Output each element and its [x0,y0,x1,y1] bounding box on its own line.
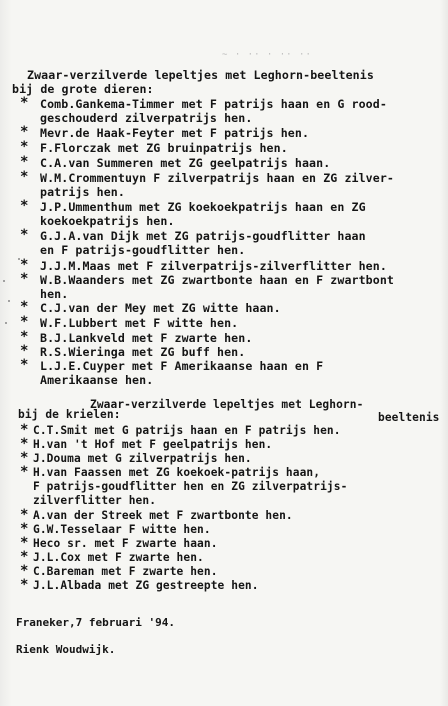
bullet-star: * [20,577,29,593]
section1-heading-line2: bij de grote dieren: [12,82,154,96]
bullet-star: * [20,227,29,243]
entry-line: hen. [40,287,69,301]
entry-line: W.M.Crommentuyn F zilverpatrijs haan en ZG zilver- [40,171,395,185]
bullet-star: * [20,169,29,185]
bullet-star: * [20,535,29,551]
bullet-star: * [20,422,29,438]
section2-heading-line3: bij de krielen: [18,408,121,421]
section1-heading-line1: Zwaar-verzilverde lepeltjes met Leghorn-beeltenis [27,68,374,82]
entry-line: J.L.Cox met F zwarte hen. [33,551,204,564]
bullet-star: * [20,329,29,345]
entry-line: C.T.Smit met G patrijs haan en F patrijs hen. [33,424,341,437]
entry-line: koekoekpatrijs hen. [40,214,175,228]
entry-line: B.J.Lankveld met F zwarte hen. [40,331,253,345]
bullet-star: * [20,357,29,373]
entry-line: J.Douma met G zilverpatrijs hen. [33,452,252,465]
entry-line: A.van der Streek met F zwartbonte hen. [33,509,293,522]
scan-speck [18,258,20,260]
bullet-star: * [20,271,29,287]
bullet-star: * [20,299,29,315]
bullet-star: * [20,139,29,155]
entry-line: W.F.Lubbert met F witte hen. [40,316,239,330]
bullet-star: * [20,521,29,537]
entry-line: F.Florczak met ZG bruinpatrijs hen. [40,141,288,155]
entry-line: Amerikaanse hen. [40,373,154,387]
entry-line: C.Bareman met F zwarte hen. [33,565,218,578]
entry-line: zilverflitter hen. [33,494,157,507]
scan-speck [3,280,5,282]
entry-line: J.J.M.Maas met F zilverpatrijs-zilverflitter hen. [40,259,387,273]
entry-line: W.B.Waanders met ZG zwartbonte haan en F zwartbont [40,273,395,287]
bullet-star: * [20,507,29,523]
entry-line: en F patrijs-goudflitter hen. [40,243,246,257]
bullet-star: * [20,464,29,480]
entry-line: J.L.Albada met ZG gestreepte hen. [33,579,259,592]
entry-line: L.J.E.Cuyper met F Amerikaanse haan en F [40,359,324,373]
entry-line: G.W.Tesselaar F witte hen. [33,523,211,536]
entry-line: C.J.van der Mey met ZG witte haan. [40,301,281,315]
bullet-star: * [20,314,29,330]
bullet-star: * [20,257,29,273]
entry-line: G.J.A.van Dijk met ZG patrijs-goudflitter haan [40,229,366,243]
place-date: Franeker,7 februari '94. [16,616,175,629]
bullet-star: * [20,154,29,170]
bullet-star: * [20,563,29,579]
bullet-star: * [20,95,29,111]
bullet-star: * [20,198,29,214]
entry-line: H.van 't Hof met F geelpatrijs hen. [33,438,273,451]
scan-speck [5,322,7,324]
entry-line: R.S.Wieringa met ZG buff hen. [40,345,246,359]
bullet-star: * [20,343,29,359]
section2-heading-line2: beeltenis [378,411,440,424]
section2-heading-line1: Zwaar-verzilverde lepeltjes met Leghorn- [90,398,364,411]
entry-line: Heco sr. met F zwarte haan. [33,537,218,550]
entry-line: C.A.van Summeren met ZG geelpatrijs haan. [40,156,331,170]
bullet-star: * [20,549,29,565]
entry-line: H.van Faassen met ZG koekoek-patrijs haan, [33,466,321,479]
scan-speck [8,300,10,302]
header-smudge: ~ · ·· · ·· ·· [222,50,312,60]
bullet-star: * [20,436,29,452]
entry-line: Mevr.de Haak-Feyter met F patrijs hen. [40,126,310,140]
entry-line: F patrijs-goudflitter hen en ZG zilverpatrijs- [33,480,348,493]
entry-line: J.P.Ummenthum met ZG koekoekpatrijs haan en ZG [40,200,366,214]
bullet-star: * [20,124,29,140]
entry-line: geschouderd zilverpatrijs hen. [40,111,253,125]
entry-line: Comb.Gankema-Timmer met F patrijs haan en G rood- [40,97,387,111]
bullet-star: * [20,450,29,466]
signature: Rienk Woudwijk. [16,643,116,656]
entry-line: patrijs hen. [40,185,125,199]
